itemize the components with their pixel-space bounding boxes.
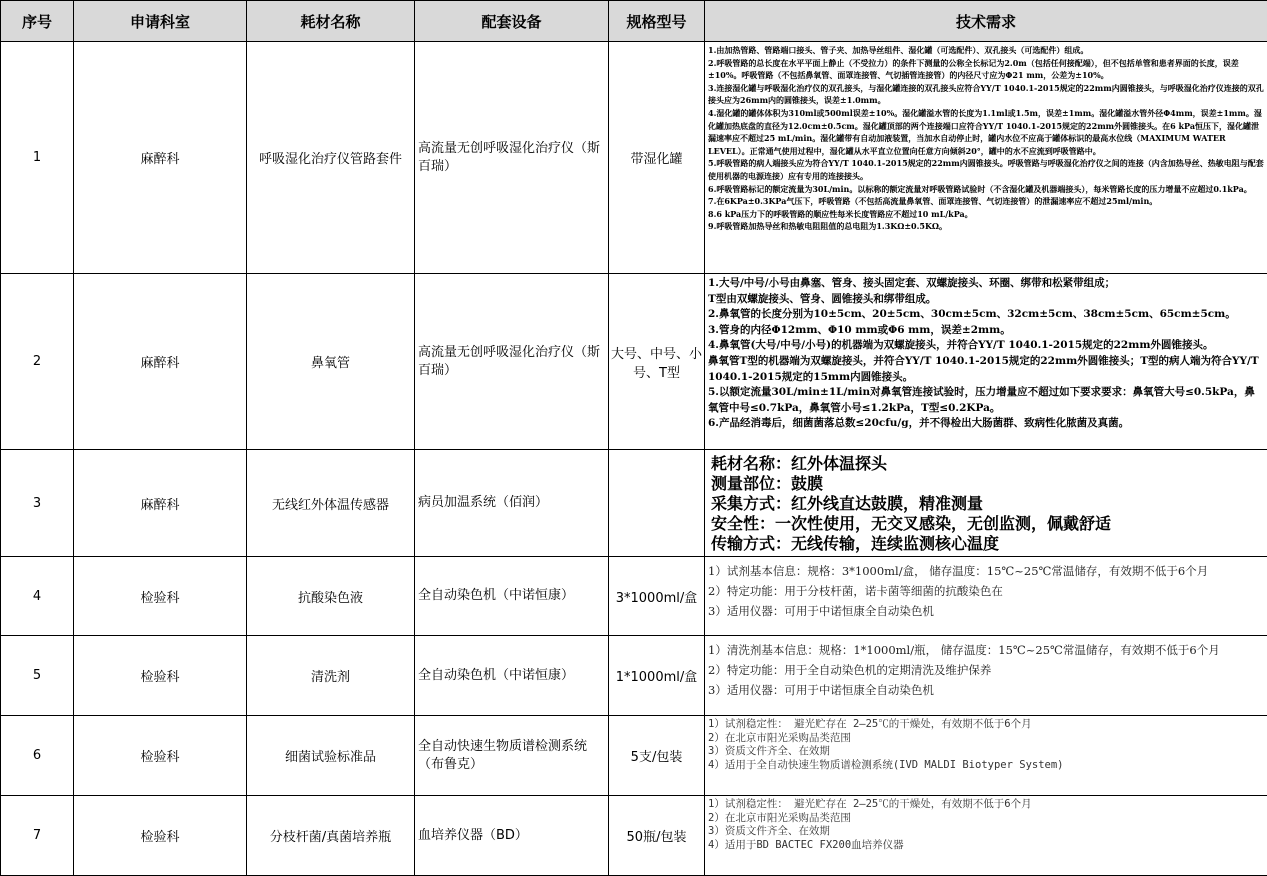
cell-name: 呼吸湿化治疗仪管路套件 <box>247 42 415 274</box>
cell-name: 鼻氧管 <box>247 274 415 450</box>
cell-seq: 2 <box>1 274 74 450</box>
req-line: 1.大号/中号/小号由鼻塞、管身、接头固定套、双螺旋接头、环圈、绑带和松紧带组成； <box>708 276 1264 292</box>
cell-equip: 全自动染色机（中诺恒康） <box>415 636 609 716</box>
table-row <box>1 636 1267 716</box>
req-line: 3）适用仪器：可用于中诺恒康全自动染色机 <box>708 601 1264 621</box>
req-list <box>708 561 1264 621</box>
cell-equip: 血培养仪器（BD） <box>415 796 609 876</box>
req-list <box>708 718 1264 772</box>
cell-req <box>705 557 1267 636</box>
cell-name: 分枝杆菌/真菌培养瓶 <box>247 796 415 876</box>
table-row <box>1 796 1267 876</box>
req-line: 8.6 kPa压力下的呼吸管路的顺应性每米长度管路应不超过10 mL/kPa。 <box>708 208 1264 221</box>
cell-equip: 高流量无创呼吸湿化治疗仪（斯百瑞） <box>415 274 609 450</box>
header-dept: 申请科室 <box>74 1 247 42</box>
header-name: 耗材名称 <box>247 1 415 42</box>
req-line: 安全性：一次性使用，无交叉感染，无创监测，佩戴舒适 <box>711 514 1264 534</box>
cell-seq: 1 <box>1 42 74 274</box>
req-line: 7.在6KPa±0.3KPa气压下，呼吸管路（不包括高流量鼻氧管、面罩连接管、气切连接管）的泄漏速率应不超过25ml/min。 <box>708 195 1264 208</box>
req-line: 4.湿化罐的罐体体积为310ml或500ml误差±10%。湿化罐溢水管的长度为1.1ml或1.5m，误差±1mm。湿化罐溢水管外径Φ4mm，误差±1mm。湿化罐加热底盘的直径为12.0cm±0.5cm。湿化罐顶部的两个连接端口应符合YY/T 1040.1-2015规定的22mm外圆锥接头。在6 kPa恒压下，湿化罐泄漏速率应不超过25 mL/min。湿化罐带有自动加液装置，当加水自动停止时，罐内水位不应高于罐体标识的最高水位线（MAXIMUM WATER LEVEL）。正常通气使用过程中，湿化罐从水平直立位置向任意方向倾斜20°，罐中的水不应流到呼吸管路中。 <box>708 107 1264 157</box>
cell-spec <box>609 450 705 557</box>
req-line: 1）试剂基本信息：规格：3*1000ml/盒， 储存温度：15℃~25℃常温储存，有效期不低于6个月 <box>708 561 1264 581</box>
req-line: 1）清洗剂基本信息：规格：1*1000ml/瓶， 储存温度：15℃~25℃常温储存，有效期不低于6个月 <box>708 640 1264 660</box>
cell-name: 清洗剂 <box>247 636 415 716</box>
cell-spec: 50瓶/包装 <box>609 796 705 876</box>
req-line: 5.呼吸管路的病人端接头应为符合YY/T 1040.1-2015规定的22mm内圆锥接头。呼吸管路与呼吸湿化治疗仪之间的连接（内含加热导丝、热敏电阻与配套使用机器的电源连接）应有专用的连接接头。 <box>708 157 1264 182</box>
table-row <box>1 42 1267 274</box>
req-list <box>708 640 1264 700</box>
cell-dept: 检验科 <box>74 716 247 796</box>
req-line: 1）试剂稳定性： 避光贮存在 2—25℃的干燥处，有效期不低于6个月 <box>708 798 1264 812</box>
table-row <box>1 716 1267 796</box>
req-line: 3.连接湿化罐与呼吸湿化治疗仪的双孔接头，与湿化罐连接的双孔接头应符合YY/T 1040.1-2015规定的22mm内圆锥接头，与呼吸湿化治疗仪连接的双孔接头应为26mm内的圆锥接头，误差±1.0mm。 <box>708 82 1264 107</box>
cell-req <box>705 274 1267 450</box>
req-line: 3）适用仪器：可用于中诺恒康全自动染色机 <box>708 680 1264 700</box>
cell-equip: 全自动染色机（中诺恒康） <box>415 557 609 636</box>
cell-req <box>705 796 1267 876</box>
cell-dept: 麻醉科 <box>74 450 247 557</box>
cell-dept: 麻醉科 <box>74 42 247 274</box>
cell-req <box>705 450 1267 557</box>
req-list <box>708 276 1264 432</box>
cell-seq: 4 <box>1 557 74 636</box>
req-line: 1.由加热管路、管路端口接头、管子夹、加热导丝组件、湿化罐（可选配件）、双孔接头（可选配件）组成。 <box>708 44 1264 57</box>
req-line: 2）在北京市阳光采购品类范围 <box>708 812 1264 826</box>
req-line: 测量部位：鼓膜 <box>711 474 1264 494</box>
req-line: 4）适用于全自动快速生物质谱检测系统(IVD MALDI Biotyper System) <box>708 759 1264 773</box>
req-line: 2.呼吸管路的总长度在水平平面上静止（不受拉力）的条件下测量的公称全长标记为2.0m（包括任何接配端），但不包括单管和患者界面的长度，误差±10%。呼吸管路（不包括鼻氧管、面罩连接管、气切插管连接管）的内径尺寸应为Φ21 mm，公差为±10%。 <box>708 57 1264 82</box>
req-line: 4.鼻氧管(大号/中号/小号)的机器端为双螺旋接头，并符合YY/T 1040.1-2015规定的22mm外圆锥接头。 <box>708 338 1264 354</box>
cell-spec: 带湿化罐 <box>609 42 705 274</box>
cell-name: 抗酸染色液 <box>247 557 415 636</box>
header-row <box>1 1 1267 42</box>
req-list <box>711 454 1264 554</box>
req-line: T型由双螺旋接头、管身、圆锥接头和绑带组成。 <box>708 292 1264 308</box>
req-list <box>708 798 1264 852</box>
cell-seq: 3 <box>1 450 74 557</box>
cell-dept: 检验科 <box>74 796 247 876</box>
req-line: 传输方式：无线传输，连续监测核心温度 <box>711 534 1264 554</box>
cell-seq: 7 <box>1 796 74 876</box>
req-line: 鼻氧管T型的机器端为双螺旋接头，并符合YY/T 1040.1-2015规定的22mm外圆锥接头；T型的病人端为符合YY/T 1040.1-2015规定的15mm内圆锥接头。 <box>708 354 1264 385</box>
req-line: 2）在北京市阳光采购品类范围 <box>708 732 1264 746</box>
cell-req <box>705 636 1267 716</box>
cell-seq: 6 <box>1 716 74 796</box>
req-line: 3.管身的内径Φ12mm、Φ10 mm或Φ6 mm，误差±2mm。 <box>708 323 1264 339</box>
cell-req <box>705 716 1267 796</box>
cell-equip: 高流量无创呼吸湿化治疗仪（斯百瑞） <box>415 42 609 274</box>
table-row <box>1 450 1267 557</box>
req-line: 采集方式：红外线直达鼓膜，精准测量 <box>711 494 1264 514</box>
cell-spec: 3*1000ml/盒 <box>609 557 705 636</box>
req-line: 2）特定功能：用于全自动染色机的定期清洗及维护保养 <box>708 660 1264 680</box>
cell-name: 无线红外体温传感器 <box>247 450 415 557</box>
cell-req <box>705 42 1267 274</box>
req-line: 4）适用于BD BACTEC FX200血培养仪器 <box>708 839 1264 853</box>
cell-dept: 检验科 <box>74 557 247 636</box>
cell-name: 细菌试验标准品 <box>247 716 415 796</box>
header-spec: 规格型号 <box>609 1 705 42</box>
req-line: 3）资质文件齐全、在效期 <box>708 825 1264 839</box>
table-row <box>1 274 1267 450</box>
req-list <box>708 44 1264 233</box>
cell-dept: 检验科 <box>74 636 247 716</box>
req-line: 3）资质文件齐全、在效期 <box>708 745 1264 759</box>
req-line: 2）特定功能：用于分枝杆菌，诺卡菌等细菌的抗酸染色在 <box>708 581 1264 601</box>
req-line: 6.产品经消毒后，细菌菌落总数≤20cfu/g，并不得检出大肠菌群、致病性化脓菌及真菌。 <box>708 416 1264 432</box>
header-req: 技术需求 <box>705 1 1267 42</box>
req-line: 1）试剂稳定性： 避光贮存在 2—25℃的干燥处，有效期不低于6个月 <box>708 718 1264 732</box>
req-line: 5.以额定流量30L/min±1L/min对鼻氧管连接试验时，压力增量应不超过如下要求要求：鼻氧管大号≤0.5kPa，鼻氧管中号≤0.7kPa，鼻氧管小号≤1.2kPa，T型≤0.2KPa。 <box>708 385 1264 416</box>
cell-spec: 1*1000ml/盒 <box>609 636 705 716</box>
req-line: 耗材名称：红外体温探头 <box>711 454 1264 474</box>
header-seq: 序号 <box>1 1 74 42</box>
cell-spec: 大号、中号、小号、T型 <box>609 274 705 450</box>
req-line: 6.呼吸管路标记的额定流量为30L/min。以标称的额定流量对呼吸管路试验时（不含湿化罐及机器端接头），每米管路长度的压力增量不应超过0.1kPa。 <box>708 183 1264 196</box>
cell-equip: 全自动快速生物质谱检测系统（布鲁克） <box>415 716 609 796</box>
req-line: 2.鼻氧管的长度分别为10±5cm、20±5cm、30cm±5cm、32cm±5cm、38cm±5cm、65cm±5cm。 <box>708 307 1264 323</box>
req-line: 9.呼吸管路加热导丝和热敏电阻阻值的总电阻为1.3KΩ±0.5KΩ。 <box>708 220 1264 233</box>
cell-spec: 5支/包装 <box>609 716 705 796</box>
cell-equip: 病员加温系统（佰润） <box>415 450 609 557</box>
table-row <box>1 557 1267 636</box>
cell-seq: 5 <box>1 636 74 716</box>
header-equip: 配套设备 <box>415 1 609 42</box>
cell-dept: 麻醉科 <box>74 274 247 450</box>
